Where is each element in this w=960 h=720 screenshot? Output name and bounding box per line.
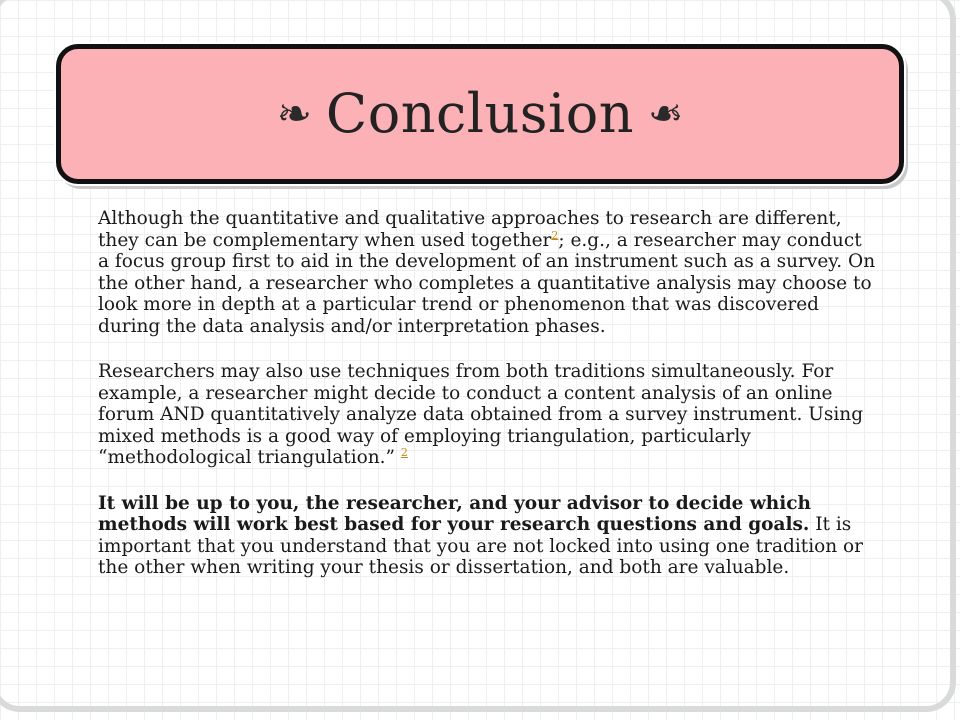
slide-body [98, 208, 878, 603]
footnote-ref-link[interactable]: 2 [400, 445, 408, 459]
paragraph-1-text-a: Although the quantitative and qualitative approaches to research are different, they can be complementary when used together [98, 208, 842, 251]
paragraph-2 [98, 361, 878, 469]
right-flourish-icon: ❧ [648, 89, 684, 138]
paragraph-1-text-b: ; e.g., a researcher may conduct a focus group first to aid in the development of an instrument such as a survey. On the other hand, a researcher who completes a quantitative analysis may choose to look more in depth at a particular trend or phenomenon that was discovered during the data analysis and/or interpretation phases. [98, 229, 876, 337]
footnote-ref-link[interactable]: 2 [551, 228, 559, 242]
paragraph-3-bold-text: It will be up to you, the researcher, and your advisor to decide which methods will work best based for your research questions and goals. [98, 492, 811, 535]
left-flourish-icon: ❧ [276, 89, 312, 138]
page-title: Conclusion [325, 82, 635, 145]
paragraph-3 [98, 493, 878, 579]
paragraph-1 [98, 208, 878, 337]
title-row [276, 82, 684, 145]
title-banner [56, 44, 904, 184]
paragraph-2-text: Researchers may also use techniques from both traditions simultaneously. For example, a researcher might decide to conduct a content analysis of an online forum AND quantitatively analyze data obtained from a survey instrument. Using mixed methods is a good way of employing triangulation, particularly “methodological triangulation.” [98, 361, 864, 468]
paragraph-3-text: It is important that you understand that you are not locked into using one tradition or the other when writing your thesis or dissertation, and both are valuable. [98, 514, 864, 578]
